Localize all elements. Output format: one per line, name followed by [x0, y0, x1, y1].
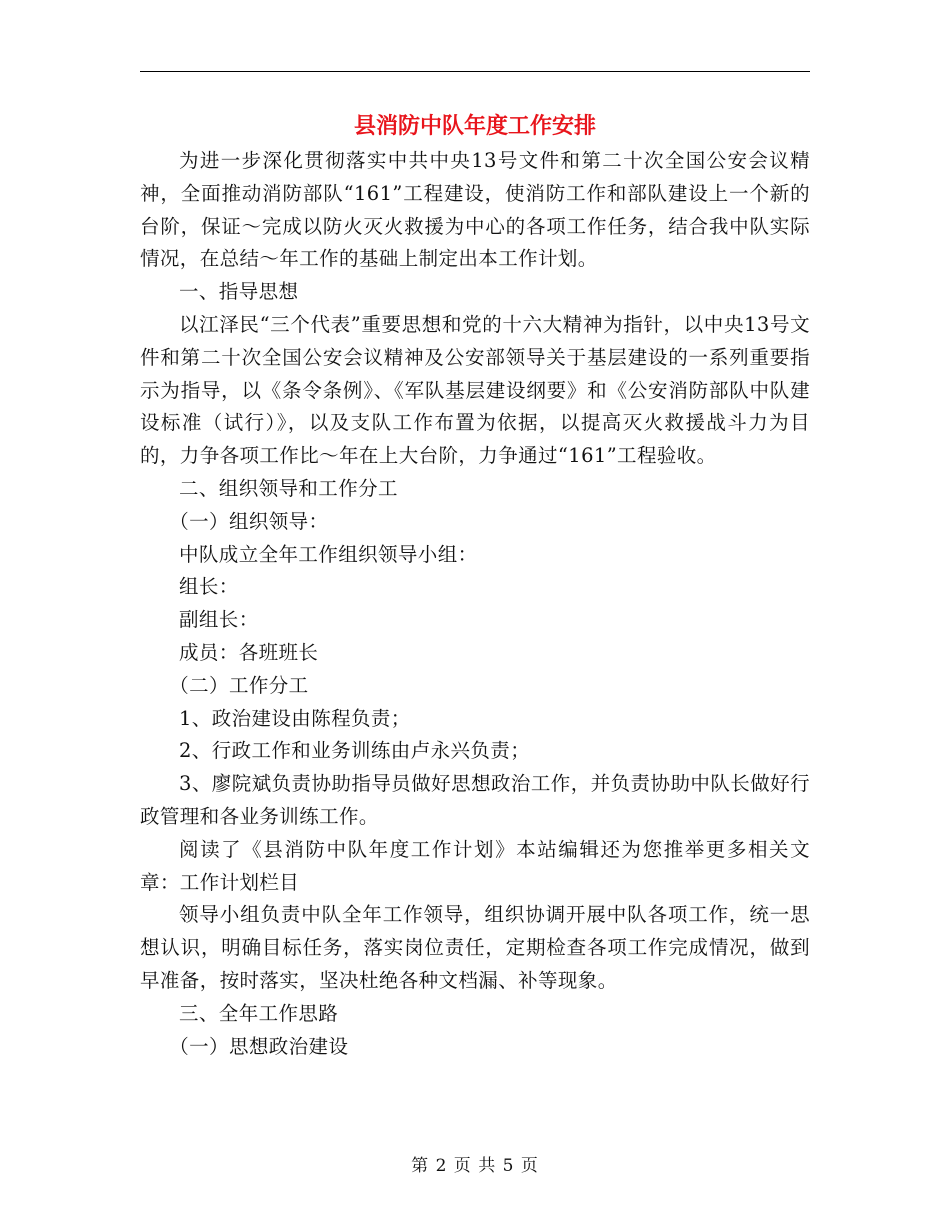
- paragraph-guiding-thought: 以江泽民“三个代表”重要思想和党的十六大精神为指针，以中央13号文件和第二十次全国公安会议精神及公安部领导关于基层建设的一系列重要指示为指导，以《条令条例》、《军队基层建设纲要》和《公安消防部队中队建设标准（试行）》，以及支队工作布置为依据，以提高灭火救援战斗力为目的，力争各项工作比～年在上大台阶，力争通过“161”工程验收。: [140, 312, 810, 468]
- list-item-assistant: 3、廖院斌负责协助指导员做好思想政治工作，并负责协助中队长做好行政管理和各业务训练工作。: [140, 772, 810, 828]
- header-rule: [140, 71, 810, 72]
- document-body: [140, 145, 810, 1063]
- paragraph-members: 成员：各班班长: [179, 640, 319, 664]
- paragraph-related-reading: 阅读了《县消防中队年度工作计划》本站编辑还为您推举更多相关文章：工作计划栏目: [140, 837, 810, 894]
- paragraph-leadership-group: 中队成立全年工作组织领导小组：: [179, 542, 478, 566]
- list-item-administrative: 2、行政工作和业务训练由卢永兴负责；: [179, 739, 531, 763]
- section-heading-organization: 二、组织领导和工作分工: [179, 476, 398, 500]
- subsection-heading-leadership: （一）组织领导：: [169, 509, 329, 533]
- paragraph-group-duties: 领导小组负责中队全年工作领导，组织协调开展中队各项工作，统一思想认识，明确目标任务，落实岗位责任，定期检查各项工作完成情况，做到早准备，按时落实，坚决杜绝各种文档漏、补等现象。: [140, 903, 810, 992]
- page-number: 第 2 页 共 5 页: [411, 1156, 539, 1176]
- list-item-political: 1、政治建设由陈程负责；: [179, 706, 411, 730]
- paragraph-group-leader: 组长：: [179, 575, 239, 599]
- subsection-heading-political-construction: （一）思想政治建设: [169, 1034, 349, 1058]
- document-title: 县消防中队年度工作安排: [353, 113, 596, 139]
- paragraph-intro: 为进一步深化贯彻落实中共中央13号文件和第二十次全国公安会议精神，全面推动消防部队“161”工程建设，使消防工作和部队建设上一个新的台阶，保证～完成以防火灭火救援为中心的各项工作任务，结合我中队实际情况，在总结～年工作的基础上制定出本工作计划。: [140, 149, 810, 271]
- section-heading-guiding-thought: 一、指导思想: [179, 280, 299, 304]
- section-heading-annual-plan: 三、全年工作思路: [179, 1001, 339, 1025]
- subsection-heading-division: （二）工作分工: [169, 673, 309, 697]
- paragraph-deputy-leader: 副组长：: [179, 608, 259, 632]
